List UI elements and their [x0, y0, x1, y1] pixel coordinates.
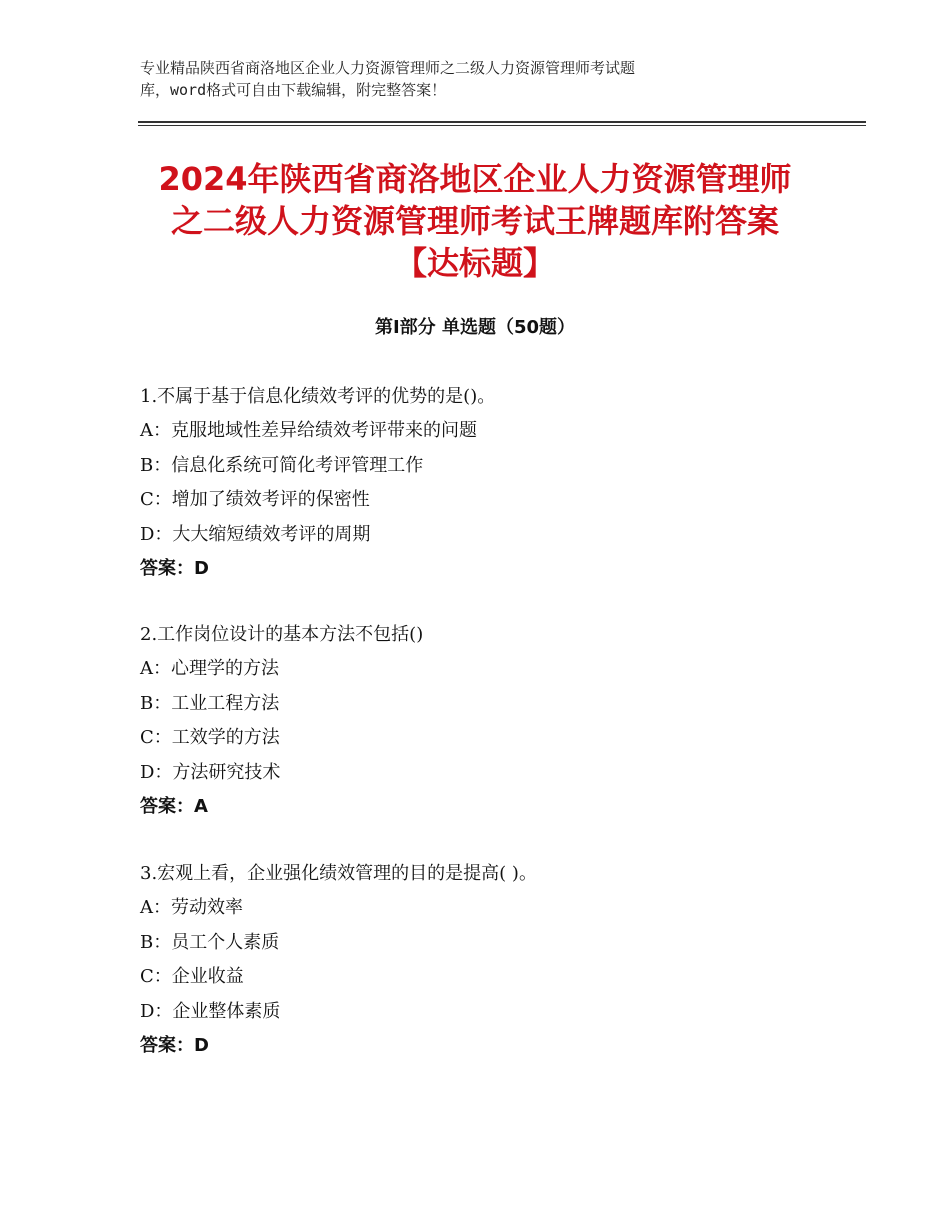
question-stem: 3.宏观上看，企业强化绩效管理的目的是提高( )。: [140, 863, 537, 884]
title-line-2: 之二级人力资源管理师考试王牌题库附答案: [170, 202, 779, 240]
section-title: 第Ⅰ部分 单选题（50题）: [374, 317, 575, 338]
option-b: B：信息化系统可简化考评管理工作: [140, 454, 424, 476]
option-b: B：工业工程方法: [140, 692, 280, 714]
title-line-1: 2024年陕西省商洛地区企业人力资源管理师: [158, 160, 792, 198]
option-b: B：员工个人素质: [140, 931, 280, 953]
option-d: D：方法研究技术: [140, 761, 281, 783]
header-line-2: 库，word格式可自由下载编辑，附完整答案！: [140, 81, 447, 99]
option-c: C：工效学的方法: [140, 727, 280, 749]
option-a: A：劳动效率: [140, 897, 243, 919]
page-header: [140, 57, 780, 101]
question-3: [140, 857, 860, 1063]
header-line-1: 专业精品陕西省商洛地区企业人力资源管理师之二级人力资源管理师考试题: [140, 59, 636, 77]
option-a: A：克服地域性差异给绩效考评带来的问题: [140, 420, 477, 442]
question-1: [140, 380, 860, 586]
option-a: A：心理学的方法: [140, 658, 279, 680]
header-divider-thin: [138, 125, 866, 126]
header-divider-thick: [138, 121, 866, 123]
option-c: C：增加了绩效考评的保密性: [140, 489, 370, 511]
question-2: [140, 618, 860, 824]
answer: 答案：D: [140, 1034, 209, 1056]
document-title: [120, 158, 830, 284]
title-line-3: 【达标题】: [394, 244, 555, 282]
answer: 答案：D: [140, 557, 209, 579]
option-c: C：企业收益: [140, 966, 244, 988]
option-d: D：企业整体素质: [140, 1000, 281, 1022]
option-d: D：大大缩短绩效考评的周期: [140, 523, 371, 545]
question-stem: 2.工作岗位设计的基本方法不包括(): [140, 624, 424, 645]
answer: 答案：A: [140, 795, 208, 817]
question-stem: 1.不属于基于信息化绩效考评的优势的是()。: [140, 386, 496, 407]
